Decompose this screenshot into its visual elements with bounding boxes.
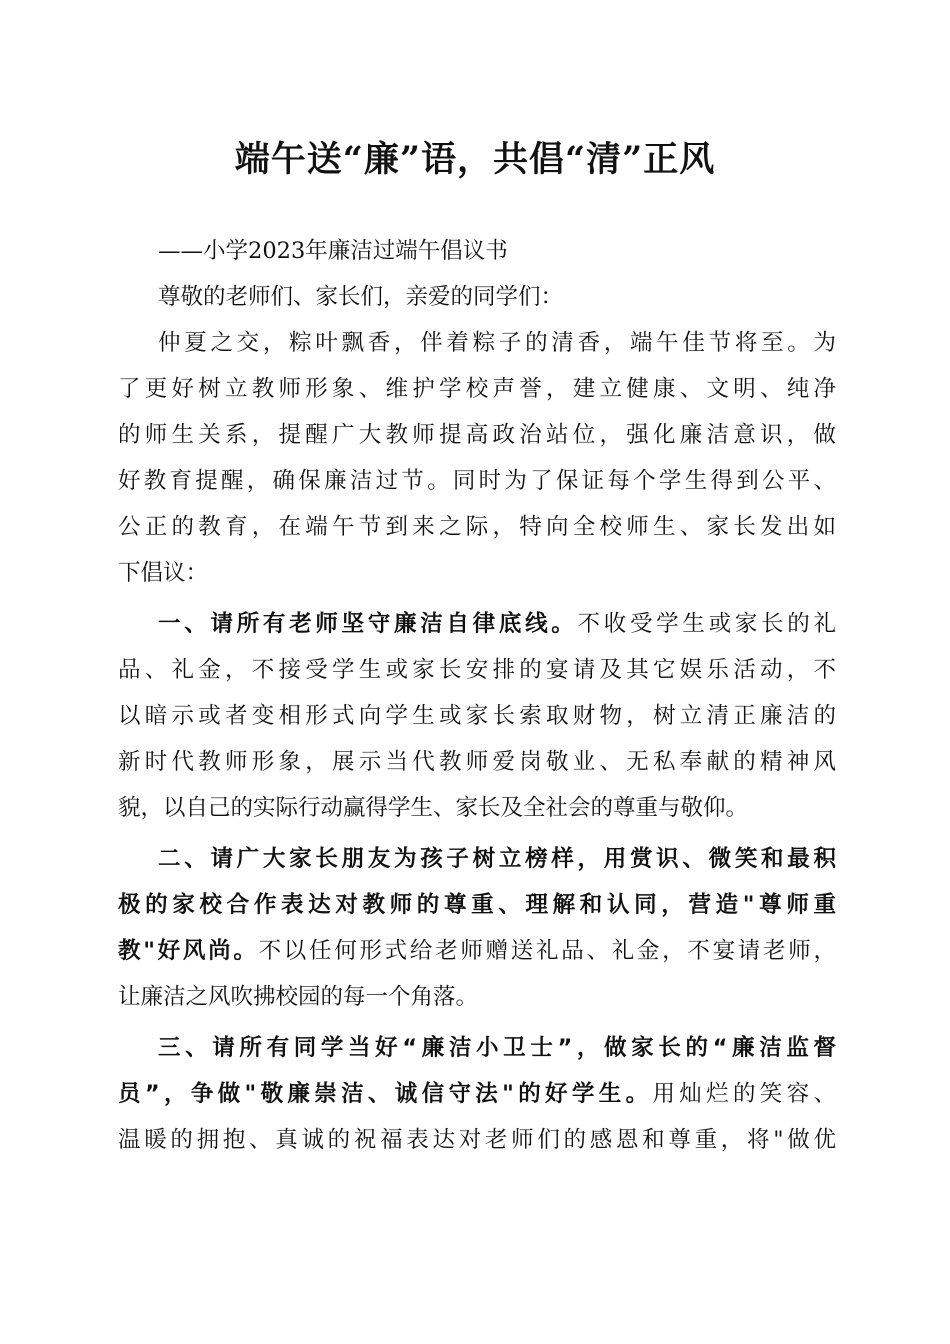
section2-heading-line: 极的家校合作表达对教师的尊重、理解和认同，营造"尊师重	[118, 892, 836, 918]
intro-line: 的师生关系，提醒广大教师提高政治站位，强化廉洁意识，做	[118, 422, 836, 448]
subtitle: ——小学2023年廉洁过端午倡议书	[158, 238, 508, 264]
section2-heading-line: 二、请广大家长朋友为孩子树立榜样，用赏识、微笑和最积	[158, 846, 836, 872]
section2-heading-end: 教"好风尚。	[118, 938, 259, 964]
intro-line: 公正的教育，在端午节到来之际，特向全校师生、家长发出如	[118, 514, 836, 540]
intro-line: 好教育提醒，确保廉洁过节。同时为了保证每个学生得到公平、	[118, 468, 836, 494]
salutation: 尊敬的老师们、家长们，亲爱的同学们：	[158, 284, 564, 310]
section1-line: 新时代教师形象，展示当代教师爱岗敬业、无私奉献的精神风	[118, 749, 836, 775]
section1-first-line	[118, 601, 836, 647]
section1-line: 貌，以自己的实际行动赢得学生、家长及全社会的尊重与敬仰。	[118, 795, 749, 821]
section3-heading-end: 员”，争做"敬廉崇洁、诚信守法"的好学生。	[118, 1081, 653, 1107]
section2-text: 不以任何形式给老师赠送礼品、礼金，不宴请老师，	[258, 938, 836, 964]
section2-mixed-line	[118, 928, 836, 974]
intro-line: 了更好树立教师形象、维护学校声誉，建立健康、文明、纯净	[118, 376, 836, 402]
section3-mixed-line	[118, 1071, 836, 1117]
intro-line: 仲夏之交，粽叶飘香，伴着粽子的清香，端午佳节将至。为	[158, 330, 836, 356]
section2-line: 让廉洁之风吹拂校园的每一个角落。	[118, 984, 479, 1010]
section1-text: 不收受学生或家长的礼	[577, 611, 836, 637]
section1-line: 品、礼金，不接受学生或家长安排的宴请及其它娱乐活动，不	[118, 657, 836, 683]
document-title: 端午送“廉”语，共倡“清”正风	[234, 139, 716, 180]
section1-heading: 一、请所有老师坚守廉洁自律底线。	[158, 611, 578, 637]
section1-line: 以暗示或者变相形式向学生或家长索取财物，树立清正廉洁的	[118, 703, 836, 729]
document-body	[118, 228, 836, 1163]
section3-line: 温暖的拥抱、真诚的祝福表达对老师们的感恩和尊重，将"做优	[118, 1127, 836, 1153]
section3-text: 用灿烂的笑容、	[652, 1081, 836, 1107]
section3-heading-line: 三、请所有同学当好“廉洁小卫士”，做家长的“廉洁监督	[158, 1035, 836, 1061]
intro-line: 下倡议：	[118, 560, 209, 586]
